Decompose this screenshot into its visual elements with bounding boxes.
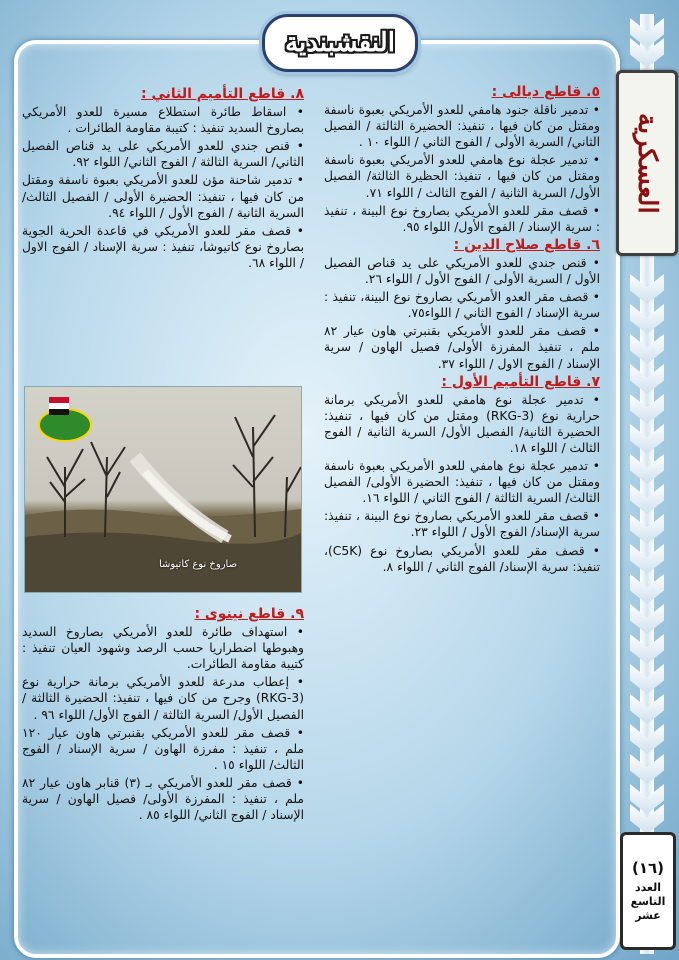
report-item: • قصف مقر للعدو الأمريكي في قاعدة الحرية الجوية بصاروخ نوع كاتيوشا، تنفيذ : سرية الإسناد / الفوج الاول / اللواء ٦٨.: [22, 223, 304, 270]
photo-caption: صاروخ نوع كاتيوشا: [158, 559, 238, 570]
report-item: • تدمير عجلة نوع هامفي للعدو الأمريكي بعبوة ناسفة ومقتل من كان فيها ، تنفيذ: الحضيرة الأولى/ الفصيل الثالث/ السرية الثالثة / الفوج الثاني / اللواء ١٦.: [324, 459, 600, 506]
report-item: • قصف مقر للعدو الأمريكي بصاروخ نوع (C5K)، تنفيذ: سرية الإسناد/ الفوج الثاني / اللواء ٨.: [324, 543, 600, 574]
section-heading: ٥. قاطع ديالى :: [491, 84, 600, 100]
issue-number: (١٦): [631, 859, 665, 877]
masthead: [262, 14, 418, 72]
report-item: • تدمير ناقلة جنود هامفي للعدو الأمريكي بعبوة ناسفة ومقتل من كان فيها ، تنفيذ: الحضيرة الثالثة / الفصيل الثاني/ السرية الأولى / الفوج الثاني / اللواء ١٠ .: [324, 103, 600, 150]
section-tab-label: العسكرية: [632, 112, 662, 214]
report-item: • قصف مقر العدو الأمريكي بصاروخ نوع البينة، تنفيذ : سرية الإسناد / الفوج الثاني / اللواء٧٥.: [324, 290, 600, 321]
right-column: [324, 82, 600, 577]
report-item: • قصف مقر للعدو الأمريكي بصاروخ نوع البينة ، تنفيذ: سرية الإسناد/ الفوج الأول / اللواء ٢٣.: [324, 509, 600, 540]
report-item: • قصف مقر للعدو الأمريكي بـ (٣) قنابر هاون عيار ٨٢ ملم ، تنفيذ : المفرزة الأولى/ فصيل الهاون / سرية الإسناد / الفوج الثاني/ اللواء ٨٥ .: [22, 775, 304, 823]
report-item: • استهداف طائرة للعدو الأمريكي بصاروخ السديد وهبوطها اضطراريا حسب الرصد وشهود العيان تنفيذ : كتيبة مقاومة الطائرات.: [22, 625, 304, 672]
section-tab: [616, 70, 678, 256]
report-item: • اسقاط طائرة استطلاع مسيرة للعدو الأمريكي بصاروخ السديد تنفيذ : كتيبة مقاومة الطائرات .: [22, 105, 304, 136]
issue-badge: [620, 832, 676, 950]
left-column-bottom: [22, 604, 304, 825]
issue-label-1: العدد: [634, 881, 662, 894]
left-column-top: [22, 84, 304, 273]
report-item: • تدمير عجلة نوع هامفي للعدو الأمريكي بعبوة ناسفة ومقتل من كان فيها ، تنفيذ: الحظيرة الثالثة/ الفصيل الأول/ السرية الثانية / الفوج الثالث / اللواء ٧١.: [324, 153, 600, 200]
report-item: • تدمير عجلة نوع هامفي للعدو الأمريكي برمانة حرارية نوع (RKG-3) ومقتل من كان فيها ، تنفيذ: الحضيرة الثانية/ الفصيل الأول/ السرية الثانية / الفوج الثالث / اللواء ١٨.: [324, 392, 600, 455]
section-heading: ٨. قاطع التأميم الثاني :: [141, 86, 304, 102]
report-item: • تدمير شاحنة مؤن للعدو الأمريكي بعبوة ناسفة ومقتل من كان فيها ، تنفيذ: الحضيرة الأولى / الفصيل الثالث/ السرية الثانية / الفوج الأول / اللواء ٩٤.: [22, 173, 304, 220]
section-heading: ٧. قاطع التأميم الأول :: [441, 373, 600, 390]
issue-label-3: عشر: [635, 909, 661, 922]
rocket-launch-photo: [24, 386, 302, 593]
report-item: • إعطاب مدرعة للعدو الأمريكي برمانة حرارية نوع (RKG-3) وجرح من كان فيها ، تنفيذ: الحضيرة الثالثة / الفصيل الأول/ السرية الثالثة / الفوج الأول/ اللواء ٩٦ .: [22, 675, 304, 722]
report-item: • قصف مقر للعدو الأمريكي بقنبرتي هاون عيار ١٢٠ ملم ، تنفيذ : مفرزة الهاون / سرية الإسناد / الفوج الثالث/ اللواء ١٥ .: [22, 725, 304, 772]
report-item: • قنص جندي للعدو الأمريكي على يد قناص الفصيل الثاني/ السرية الثالثة / الفوج الثاني/ اللواء ٩٢.: [22, 139, 304, 170]
section-heading: ٦. قاطع صلاح الدين :: [453, 236, 600, 253]
report-item: • قصف مقر للعدو الأمريكي بقنبرتي هاون عيار ٨٢ ملم ، تنفيذ المفرزة الأولى/ فصيل الهاون / سرية الإسناد / الفوج الاول / اللواء ٣٧.: [324, 324, 600, 371]
masthead-title: النقشبندية: [285, 28, 395, 58]
report-item: • قنص جندي للعدو الأمريكي على يد قناص الفصيل الأول / السرية الأولى / الفوج الأول / اللواء ٢٦.: [324, 255, 600, 287]
section-heading: ٩. قاطع نينوى :: [194, 606, 304, 622]
issue-label-2: التاسع: [630, 895, 666, 908]
report-item: • قصف مقر للعدو الأمريكي بصاروخ نوع البينة ، تنفيذ : سرية الإسناد / الفوج الأول/ اللواء ٩٥.: [324, 203, 600, 234]
